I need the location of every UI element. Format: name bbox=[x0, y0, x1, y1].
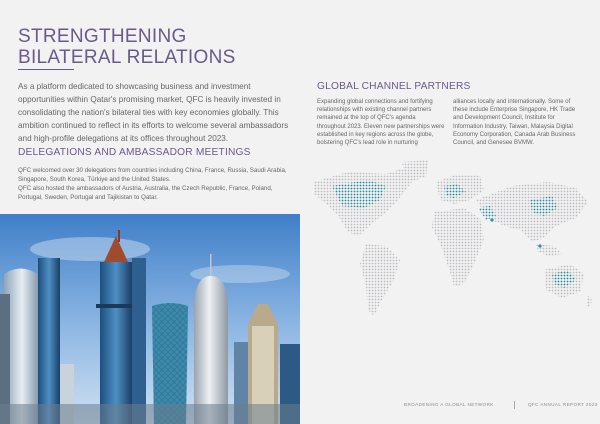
delegations-paragraph-1: QFC welcomed over 30 delegations from countries including China, France, Russia, Saudi Arabia, Singapore, South Korea, Türkiye and the United States. bbox=[18, 167, 287, 183]
footer-report-title: QFC ANNUAL REPORT 2023 bbox=[528, 402, 598, 407]
world-map bbox=[308, 160, 594, 330]
global-partners-column-2: alliances locally and internationally. Some of these include Enterprise Singapore, HK Trade and Development Council, Institute for Information Industry, Taiwan, Malaysia Digital Economy Corporation, Canada Arab Business Council, and Genesee BVMW. bbox=[453, 99, 576, 147]
footer-divider bbox=[514, 401, 515, 409]
global-partners-column-1: Expanding global connections and fortifying relationships with existing channel partners remained at the top of QFC's agenda throughout 2023. Eleven new partnerships were established in key regions across the globe, bolstering QFC's lead role in nurturing bbox=[317, 99, 445, 147]
intro-paragraph: As a platform dedicated to showcasing business and investment opportunities within Qatar's promising market, QFC is heavily invested in consolidating the nation's bilateral ties with key economies globally. This ambition continued to reflect in its efforts to welcome several ambassadors and high-profile delegations at its offices throughout 2023. bbox=[18, 82, 289, 143]
delegations-heading: DELEGATIONS AND AMBASSADOR MEETINGS bbox=[18, 147, 251, 158]
page-title: STRENGTHENING BILATERAL RELATIONS bbox=[18, 26, 236, 68]
delegations-paragraph-2: QFC also hosted the ambassadors of Austria, Australia, the Czech Republic, France, Poland, Portugal, Sweden, Portugal and Tajikistan to Qatar. bbox=[18, 185, 273, 201]
footer-section-title: BROADENING A GLOBAL NETWORK bbox=[404, 402, 494, 407]
doha-skyline-photo bbox=[0, 214, 300, 424]
global-partners-heading: GLOBAL CHANNEL PARTNERS bbox=[317, 81, 471, 92]
title-underline bbox=[18, 69, 74, 70]
